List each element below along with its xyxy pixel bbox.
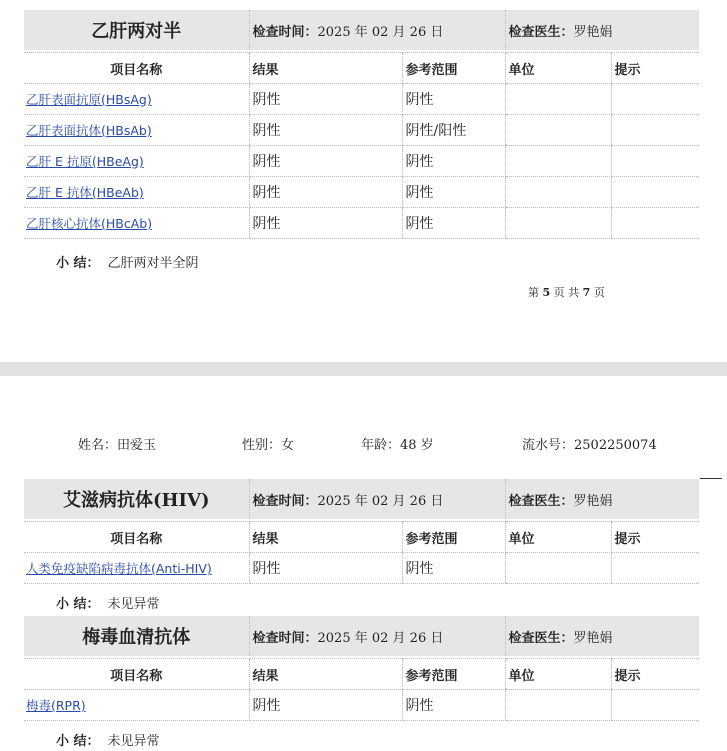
col-range: 参考范围 — [402, 659, 505, 690]
column-header-row — [24, 521, 699, 553]
col-result: 结果 — [249, 659, 402, 690]
item-hint — [611, 553, 699, 584]
item-link[interactable]: 人类免疫缺陷病毒抗体(Anti-HIV) — [26, 561, 212, 576]
item-range: 阴性 — [402, 84, 505, 115]
col-result: 结果 — [249, 53, 402, 84]
item-hint — [611, 208, 699, 239]
patient-name: 姓名：田爱玉 — [78, 438, 157, 453]
col-hint: 提示 — [611, 53, 699, 84]
item-name — [24, 177, 249, 208]
col-result: 结果 — [249, 522, 402, 553]
section-header-hiv — [24, 479, 699, 519]
patient-age: 年龄：48 岁 — [361, 438, 434, 453]
item-link[interactable]: 梅毒(RPR) — [26, 698, 86, 713]
section-title: 艾滋病抗体(HIV) — [24, 479, 249, 519]
item-hint — [611, 690, 699, 721]
item-link[interactable]: 乙肝 E 抗原(HBeAg) — [26, 154, 144, 169]
item-unit — [505, 553, 611, 584]
column-header-row — [24, 52, 699, 84]
section-summary: 小 结： 未见异常 — [56, 597, 160, 612]
col-range: 参考范围 — [402, 53, 505, 84]
item-name — [24, 553, 249, 584]
col-unit: 单位 — [505, 522, 611, 553]
col-range: 参考范围 — [402, 522, 505, 553]
item-unit — [505, 146, 611, 177]
table-row — [24, 553, 699, 584]
item-name — [24, 115, 249, 146]
col-unit: 单位 — [505, 659, 611, 690]
report-page-5 — [0, 0, 727, 362]
item-hint — [611, 146, 699, 177]
section-title: 梅毒血清抗体 — [24, 616, 249, 656]
section-summary: 小 结： 乙肝两对半全阴 — [56, 256, 199, 271]
item-link[interactable]: 乙肝表面抗原(HBsAg) — [26, 92, 152, 107]
table-row — [24, 146, 699, 177]
item-link[interactable]: 乙肝核心抗体(HBcAb) — [26, 216, 153, 231]
item-link[interactable]: 乙肝 E 抗体(HBeAb) — [26, 185, 144, 200]
item-name — [24, 84, 249, 115]
item-result: 阴性 — [249, 690, 402, 721]
item-unit — [505, 690, 611, 721]
results-table-hiv — [24, 553, 699, 584]
item-result: 阴性 — [249, 177, 402, 208]
item-unit — [505, 177, 611, 208]
item-unit — [505, 208, 611, 239]
section-summary: 小 结： 未见异常 — [56, 734, 160, 749]
table-row — [24, 177, 699, 208]
page-separator — [0, 362, 727, 376]
item-result: 阴性 — [249, 115, 402, 146]
item-range: 阴性 — [402, 146, 505, 177]
results-table-hepatitis-b — [24, 84, 699, 239]
item-name — [24, 690, 249, 721]
check-doctor: 检查医生：罗艳娟 — [505, 616, 699, 656]
patient-serial: 流水号：2502250074 — [522, 438, 657, 453]
item-result: 阴性 — [249, 553, 402, 584]
table-row — [24, 208, 699, 239]
item-range: 阴性 — [402, 553, 505, 584]
col-hint: 提示 — [611, 522, 699, 553]
item-link[interactable]: 乙肝表面抗体(HBsAb) — [26, 123, 152, 138]
divider — [700, 478, 722, 479]
col-name: 项目名称 — [24, 53, 249, 84]
check-doctor: 检查医生：罗艳娟 — [505, 479, 699, 519]
item-result: 阴性 — [249, 208, 402, 239]
col-name: 项目名称 — [24, 659, 249, 690]
section-title: 乙肝两对半 — [24, 10, 249, 50]
item-range: 阴性 — [402, 690, 505, 721]
check-time: 检查时间：2025 年 02 月 26 日 — [249, 10, 505, 50]
item-hint — [611, 84, 699, 115]
check-doctor: 检查医生：罗艳娟 — [505, 10, 699, 50]
col-name: 项目名称 — [24, 522, 249, 553]
table-row — [24, 84, 699, 115]
item-range: 阴性/阳性 — [402, 115, 505, 146]
item-result: 阴性 — [249, 84, 402, 115]
item-hint — [611, 115, 699, 146]
item-hint — [611, 177, 699, 208]
column-header-row — [24, 658, 699, 690]
table-row — [24, 115, 699, 146]
item-unit — [505, 84, 611, 115]
table-row — [24, 690, 699, 721]
check-time: 检查时间：2025 年 02 月 26 日 — [249, 616, 505, 656]
section-header-syphilis — [24, 616, 699, 656]
item-range: 阴性 — [402, 177, 505, 208]
check-time: 检查时间：2025 年 02 月 26 日 — [249, 479, 505, 519]
report-page-6 — [0, 376, 727, 751]
col-hint: 提示 — [611, 659, 699, 690]
item-range: 阴性 — [402, 208, 505, 239]
section-header-hepatitis-b — [24, 10, 699, 50]
item-result: 阴性 — [249, 146, 402, 177]
item-unit — [505, 115, 611, 146]
patient-gender: 性别：女 — [242, 438, 295, 453]
col-unit: 单位 — [505, 53, 611, 84]
item-name — [24, 208, 249, 239]
item-name — [24, 146, 249, 177]
page-number: 第 5 页 共 7 页 — [528, 286, 605, 299]
results-table-syphilis — [24, 690, 699, 721]
